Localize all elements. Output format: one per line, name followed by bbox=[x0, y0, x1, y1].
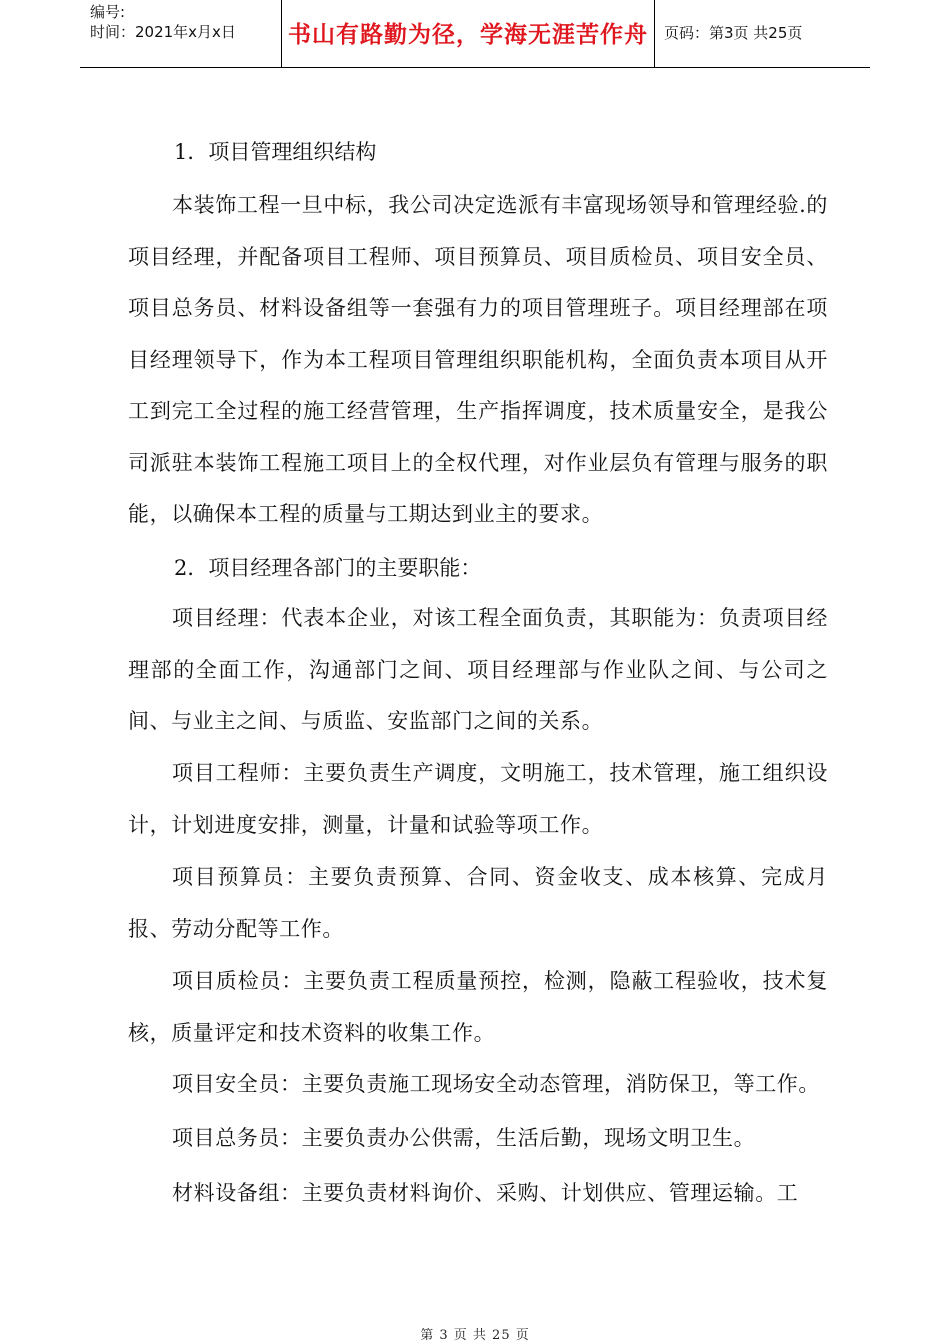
page-footer bbox=[0, 1324, 950, 1343]
header-page-info: 页码：第3页 共25页 bbox=[664, 24, 803, 42]
paragraph-project-engineer: 项目工程师：主要负责生产调度，文明施工，技术管理，施工组织设计，计划进度安排，测量，计量和试验等项工作。 bbox=[128, 761, 828, 837]
document-time-label: 时间：2021年x月x日 bbox=[90, 23, 236, 41]
paragraph-materials-group: 材料设备组：主要负责材料询价、采购、计划供应、管理运输。工 bbox=[172, 1181, 799, 1205]
paragraph-general-affairs: 项目总务员：主要负责办公供需，生活后勤，现场文明卫生。 bbox=[172, 1126, 756, 1150]
paragraph-safety-officer: 项目安全员：主要负责施工现场安全动态管理，消防保卫，等工作。 bbox=[172, 1072, 820, 1096]
section-heading-1: 1．项目管理组织结构 bbox=[174, 140, 377, 164]
section-heading-2: 2．项目经理各部门的主要职能： bbox=[174, 556, 482, 580]
paragraph-quality-inspector: 项目质检员：主要负责工程质量预控，检测，隐蔽工程验收，技术复核，质量评定和技术资料的收集工作。 bbox=[128, 969, 828, 1045]
header-motto: 书山有路勤为径，学海无涯苦作舟 bbox=[281, 0, 655, 67]
paragraph-project-manager: 项目经理：代表本企业，对该工程全面负责，其职能为：负责项目经理部的全面工作，沟通部门之间、项目经理部与作业队之间、与公司之间、与业主之间、与质监、安监部门之间的关系。 bbox=[128, 606, 828, 733]
page-header bbox=[80, 0, 870, 68]
paragraph-budget-officer: 项目预算员：主要负责预算、合同、资金收支、成本核算、完成月报、劳动分配等工作。 bbox=[128, 865, 828, 941]
paragraph-organization: 本装饰工程一旦中标，我公司决定选派有丰富现场领导和管理经验.的项目经理，并配备项目工程师、项目预算员、项目质检员、项目安全员、项目总务员、材料设备组等一套强有力的项目管理班子。项目经理部在项目经理领导下，作为本工程项目管理组织职能机构，全面负责本项目从开工到完工全过程的施工经营管理，生产指挥调度，技术质量安全，是我公司派驻本装饰工程施工项目上的全权代理，对作业层负有管理与服务的职能，以确保本工程的质量与工期达到业主的要求。 bbox=[128, 193, 828, 526]
footer-page-number: 第 3 页 共 25 页 bbox=[420, 1328, 530, 1343]
document-number-label: 编号: bbox=[90, 3, 126, 21]
header-meta bbox=[80, 0, 281, 67]
